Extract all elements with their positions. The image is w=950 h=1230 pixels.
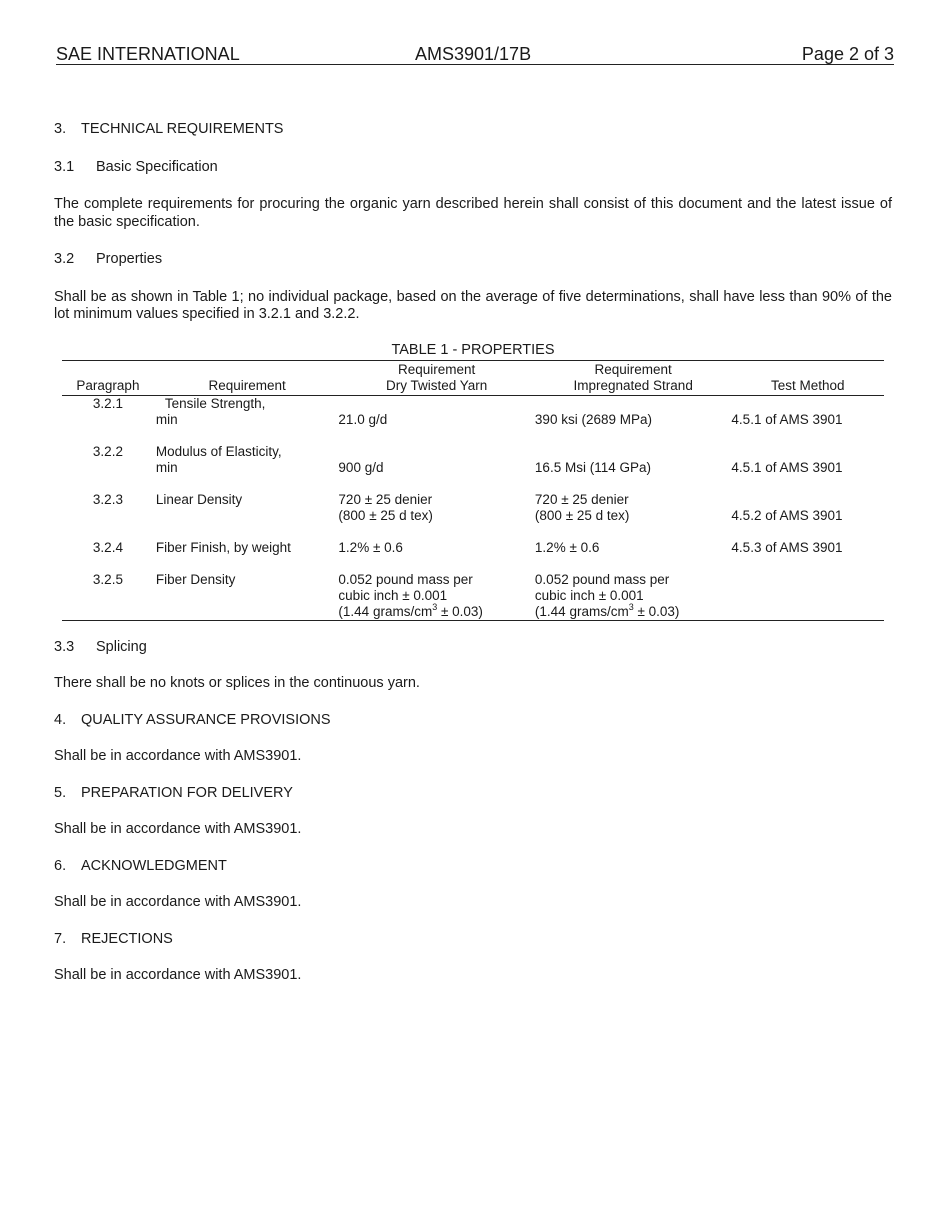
section-5-body: Shall be in accordance with AMS3901. <box>54 821 302 837</box>
cell-test-method: 4.5.2 of AMS 3901 <box>731 507 843 523</box>
col-header-paragraph: Paragraph <box>62 360 154 395</box>
section-title: ACKNOWLEDGMENT <box>81 857 227 874</box>
section-title: PREPARATION FOR DELIVERY <box>81 784 293 801</box>
section-3-1-body: The complete requirements for procuring the organic yarn described herein shall consist of this document and the latest issue of the basic specification. <box>54 196 892 230</box>
cell-requirement: Fiber Density <box>155 571 236 587</box>
cell-requirement: Linear Density <box>155 491 243 507</box>
section-4-heading <box>54 712 892 730</box>
col-header-impregnated-strand: Requirement Impregnated Strand <box>535 360 732 395</box>
cell-dry-value: 21.0 g/d <box>338 411 388 427</box>
section-title: QUALITY ASSURANCE PROVISIONS <box>81 711 331 728</box>
properties-table <box>62 360 884 621</box>
table-row <box>62 395 884 428</box>
section-4-body: Shall be in accordance with AMS3901. <box>54 748 302 764</box>
section-number: 3.1 <box>54 158 75 175</box>
section-title: Basic Specification <box>96 158 218 175</box>
cell-test-method <box>731 556 884 621</box>
section-7-heading <box>54 931 892 949</box>
section-3-3-heading <box>54 639 892 657</box>
page-header <box>56 44 894 65</box>
section-title: TECHNICAL REQUIREMENTS <box>81 121 284 137</box>
cell-test-method: 4.5.1 of AMS 3901 <box>731 411 843 427</box>
cell-paragraph: 3.2.4 <box>92 539 123 555</box>
cell-test-method: 4.5.1 of AMS 3901 <box>731 459 843 475</box>
section-6-body: Shall be in accordance with AMS3901. <box>54 894 302 910</box>
cell-requirement: Modulus of Elasticity, min <box>155 443 282 475</box>
col-header-test-method: Test Method <box>731 360 884 395</box>
table-row <box>62 524 884 556</box>
section-title: Properties <box>96 251 163 267</box>
section-number: 5. <box>54 784 67 801</box>
cell-dry-value: 720 ± 25 denier (800 ± 25 d tex) <box>338 491 433 523</box>
col-header-requirement: Requirement <box>154 360 339 395</box>
cell-test-method: 4.5.3 of AMS 3901 <box>731 539 843 555</box>
cell-paragraph: 3.2.3 <box>92 491 123 507</box>
header-organization: SAE INTERNATIONAL <box>56 44 240 64</box>
table-row <box>62 556 884 621</box>
table-header-row <box>62 360 884 395</box>
header-page-number: Page 2 of 3 <box>801 44 894 64</box>
cell-impregnated-value: 720 ± 25 denier (800 ± 25 d tex) <box>534 491 630 523</box>
section-7-body: Shall be in accordance with AMS3901. <box>54 967 302 983</box>
section-3-2-heading <box>54 251 892 269</box>
section-5-heading <box>54 785 892 803</box>
section-3-heading <box>54 121 892 139</box>
header-document-number: AMS3901/17B <box>415 44 532 64</box>
section-title: Splicing <box>96 638 147 655</box>
cell-impregnated-value: 16.5 Msi (114 GPa) <box>534 459 651 475</box>
section-number: 6. <box>54 857 67 874</box>
cell-paragraph: 3.2.1 <box>92 395 123 411</box>
cell-requirement: Fiber Finish, by weight <box>155 539 291 555</box>
section-6-heading <box>54 858 892 876</box>
section-number: 3.2 <box>54 251 75 267</box>
section-number: 7. <box>54 930 67 947</box>
section-number: 3. <box>54 121 67 137</box>
table-row <box>62 476 884 524</box>
document-body <box>54 121 892 985</box>
cell-dry-value: 0.052 pound mass per cubic inch ± 0.001 (1.44 grams/$cm^3 \pm 0.03$) <box>338 571 483 619</box>
cell-requirement: Tensile Strength, min <box>155 395 266 427</box>
section-number: 4. <box>54 711 67 728</box>
cell-dry-value: 1.2% ± 0.6 <box>338 539 403 555</box>
section-3-2-body: Shall be as shown in Table 1; no individual package, based on the average of five determinations, shall have less than 90% of the lot minimum values specified in 3.2.1 and 3.2.2. <box>54 288 892 322</box>
cell-dry-value: 900 g/d <box>338 459 384 475</box>
table-1-title: TABLE 1 - PROPERTIES <box>391 341 555 358</box>
cell-paragraph: 3.2.2 <box>92 443 123 459</box>
cell-impregnated-value: 0.052 pound mass per cubic inch ± 0.001 (1.44 grams/$cm^3 \pm 0.03$) <box>534 571 680 619</box>
section-title: REJECTIONS <box>81 930 173 947</box>
table-row <box>62 428 884 476</box>
cell-paragraph: 3.2.5 <box>92 571 123 587</box>
cell-impregnated-value: 1.2% ± 0.6 <box>534 539 600 555</box>
section-number: 3.3 <box>54 638 75 655</box>
section-3-3-body: There shall be no knots or splices in the continuous yarn. <box>54 675 420 691</box>
section-3-1-heading <box>54 159 892 177</box>
col-header-dry-twisted-yarn: Requirement Dry Twisted Yarn <box>338 360 535 395</box>
cell-impregnated-value: 390 ksi (2689 MPa) <box>534 411 652 427</box>
